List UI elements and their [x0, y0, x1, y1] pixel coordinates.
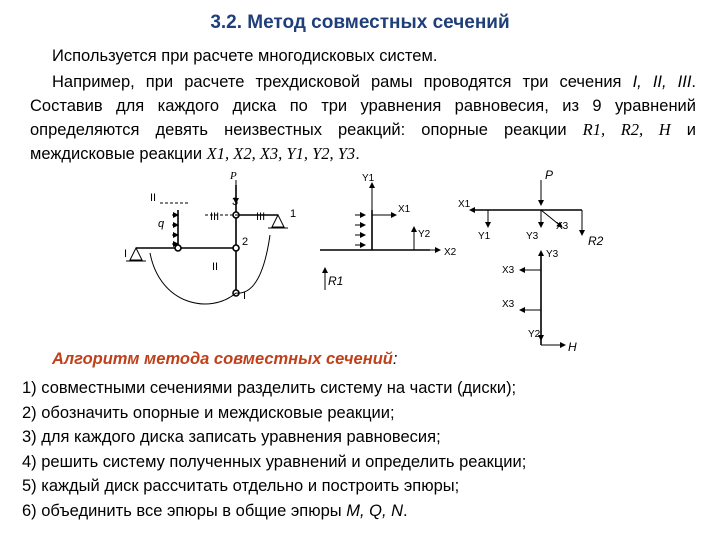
label-X2-a: X2	[444, 247, 457, 258]
page-title: 3.2. Метод совместных сечений	[210, 12, 510, 33]
step-3: 3) для каждого диска записать уравнения равновесия;	[22, 428, 441, 446]
label-Y1-b: Y1	[478, 231, 491, 242]
label-P-2: P	[545, 168, 554, 182]
frame-diagram	[0, 165, 720, 355]
label-section-I-b: I	[243, 290, 247, 302]
algorithm-title	[52, 350, 397, 369]
label-section-I-a: I	[124, 248, 128, 260]
label-section-II-b: II	[212, 261, 219, 273]
label-R2: R2	[588, 234, 604, 248]
label-X3-a: X3	[556, 221, 569, 232]
label-X3-c: X3	[502, 299, 515, 310]
example-text-3: и междисковые реакции	[30, 121, 696, 163]
label-node-1: 1	[290, 208, 297, 220]
example-text-4: .	[355, 145, 360, 163]
example-text-1: Например, при расчете трехдисковой рамы проводятся три сечения	[52, 73, 633, 91]
label-Y1-a: Y1	[362, 173, 375, 184]
intro-paragraph	[30, 44, 696, 68]
step-2: 2) обозначить опорные и междисковые реакции;	[22, 403, 395, 422]
disc-2-3	[470, 180, 582, 345]
label-X1-b: X1	[458, 199, 471, 210]
label-Y3-a: Y3	[526, 231, 539, 242]
label-q: q	[158, 218, 165, 230]
label-X3-b: X3	[502, 265, 515, 276]
step-4: 4) решить систему полученных уравнений и определить реакции;	[22, 452, 527, 471]
algorithm-title-text: Алгоритм метода совместных сечений	[52, 350, 393, 368]
example-paragraph	[30, 70, 696, 166]
step-1: 1) совместными сечениями разделить систему на части (диски);	[22, 379, 517, 397]
step-6-prefix: 6) объединить все эпюры в общие эпюры	[22, 501, 347, 520]
support-reactions: R1, R2, H	[582, 120, 671, 139]
label-P-1: P	[230, 170, 237, 182]
interdisc-reactions: X1, X2, X3, Y1, Y2, Y3	[206, 144, 356, 163]
label-section-II-a: II	[150, 192, 157, 204]
label-Y2-b: Y2	[528, 329, 541, 340]
intro-text: Используется при расчете многодисковых систем.	[52, 47, 438, 65]
step-6-suffix: .	[403, 501, 408, 520]
label-section-III-a: III	[210, 211, 220, 223]
label-R1: R1	[328, 274, 344, 288]
label-node-2: 2	[242, 236, 249, 248]
label-node-3: 3	[232, 196, 239, 208]
label-H: H	[568, 340, 577, 354]
label-Y3-b: Y3	[546, 249, 559, 260]
algorithm-title-colon: :	[392, 350, 398, 368]
step-5: 5) каждый диск рассчитать отдельно и построить эпюры;	[22, 477, 460, 495]
sections-names: I, II, III	[632, 73, 692, 91]
example-text-2: . Составив для каждого диска по три уравнения равновесия, из 9 уравнений определяются девять неизвестных реакций: опорные реакции	[30, 73, 696, 139]
algorithm-steps	[22, 376, 526, 523]
label-X1-a: X1	[398, 204, 411, 215]
label-section-III-b: III	[256, 211, 266, 223]
step-6-italic: M, Q, N	[346, 501, 404, 520]
label-Y2-a: Y2	[418, 229, 431, 240]
step-6	[22, 499, 526, 524]
